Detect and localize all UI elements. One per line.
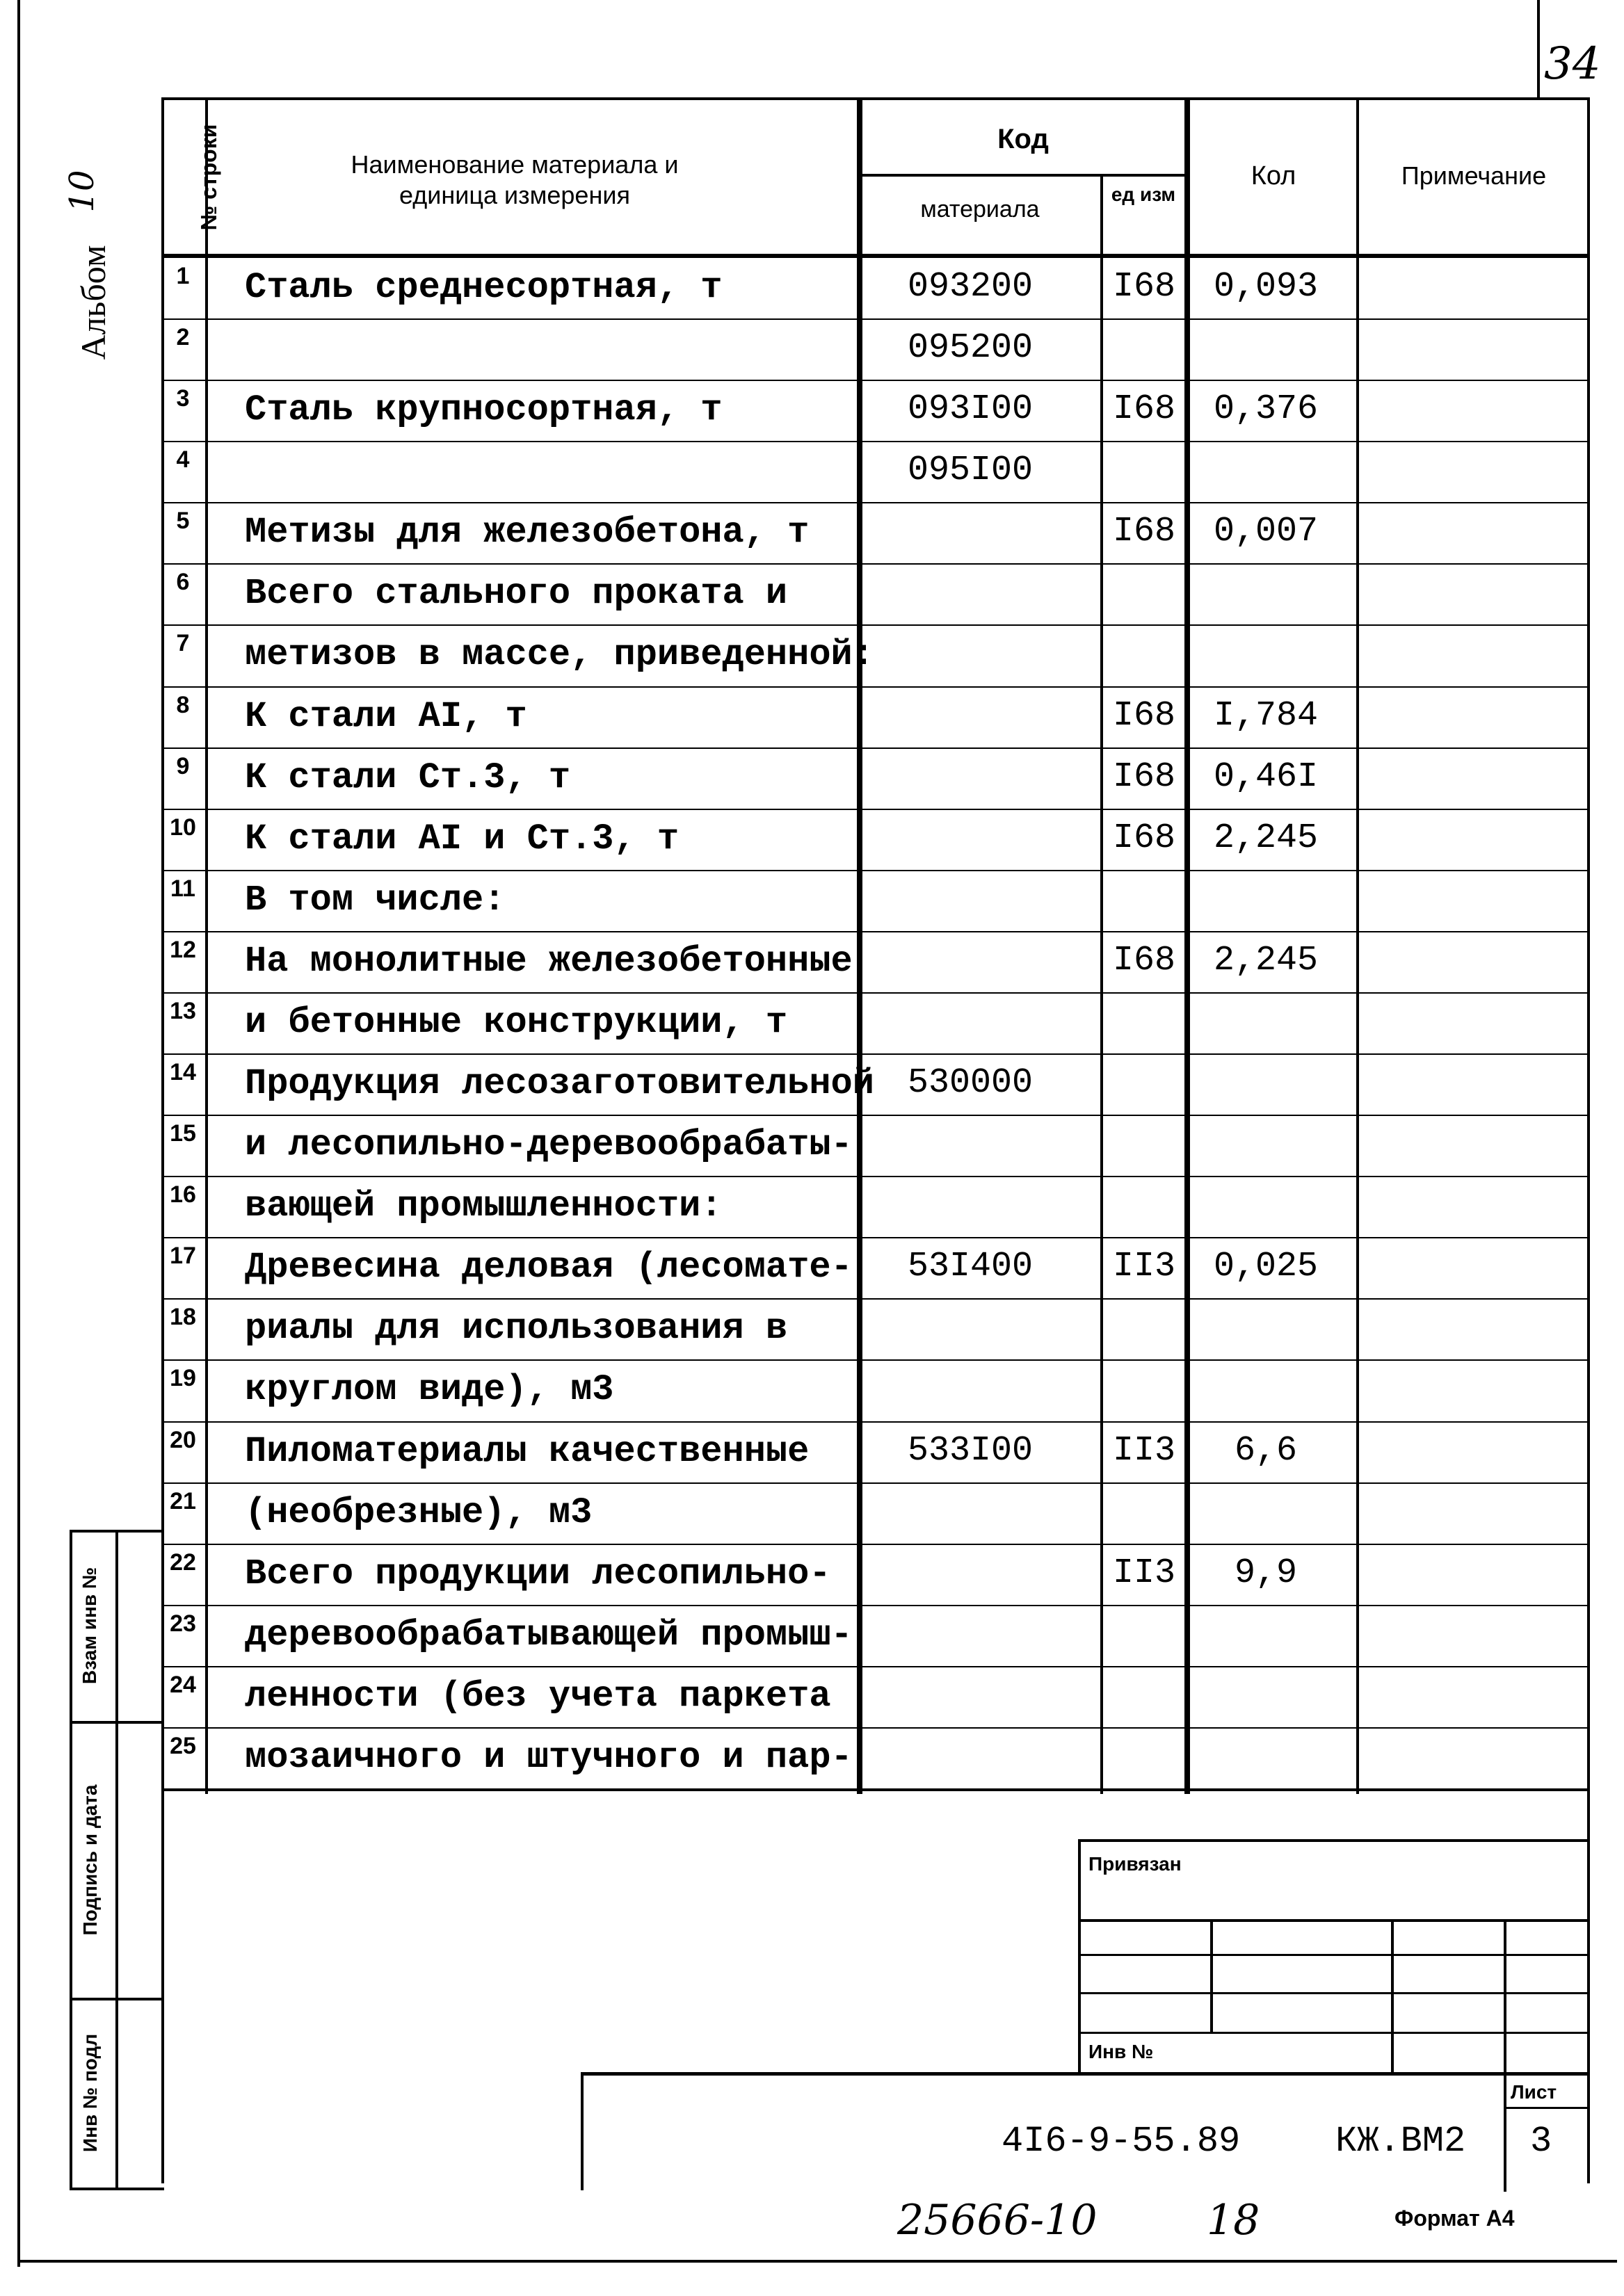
material-name: деревообрабатывающей промыш- bbox=[245, 1614, 853, 1656]
row-number: 11 bbox=[170, 875, 195, 902]
tb-sheet-sep bbox=[1504, 2107, 1589, 2109]
row-separator bbox=[161, 809, 1589, 810]
stamp-bottom bbox=[70, 2188, 164, 2190]
row-number: 15 bbox=[170, 1120, 196, 1147]
row-separator bbox=[161, 1176, 1589, 1177]
row-number: 19 bbox=[170, 1365, 196, 1392]
header-bottom bbox=[161, 254, 1589, 258]
row-separator bbox=[161, 1359, 1589, 1361]
header-code-sub bbox=[860, 174, 1187, 177]
unit-code: I68 bbox=[1112, 940, 1175, 980]
stamp-top bbox=[70, 1530, 164, 1533]
row-separator bbox=[161, 747, 1589, 749]
tb-h4 bbox=[1078, 2032, 1589, 2034]
header-note: Примечание bbox=[1401, 161, 1547, 190]
material-name: метизов в массе, приведенной: bbox=[245, 634, 874, 676]
material-name: Пиломатериалы качественные bbox=[245, 1430, 810, 1472]
row-separator bbox=[161, 1421, 1589, 1423]
row-separator bbox=[161, 318, 1589, 320]
tb-inv-no: Инв № bbox=[1088, 2041, 1154, 2062]
frame-top-right bbox=[1537, 0, 1540, 99]
unit-code: I68 bbox=[1112, 757, 1175, 797]
material-name: риалы для использования в bbox=[245, 1308, 788, 1350]
unit-code: I68 bbox=[1112, 818, 1175, 858]
row-separator bbox=[161, 1053, 1589, 1055]
tb-top bbox=[1078, 1839, 1589, 1842]
material-name: На монолитные железобетонные bbox=[245, 940, 853, 982]
row-separator bbox=[161, 931, 1589, 932]
unit-code: II3 bbox=[1112, 1247, 1175, 1287]
material-name: К стали Ст.3, т bbox=[245, 757, 571, 798]
material-name: (необрезные), м3 bbox=[245, 1491, 593, 1533]
row-number: 23 bbox=[170, 1610, 196, 1637]
row-number: 22 bbox=[170, 1549, 196, 1576]
unit-code: II3 bbox=[1112, 1430, 1175, 1471]
row-number: 17 bbox=[170, 1243, 196, 1270]
table-top bbox=[161, 97, 1589, 100]
row-number: 12 bbox=[170, 936, 196, 963]
album-label: Альбом bbox=[74, 245, 113, 360]
row-number: 20 bbox=[170, 1426, 196, 1453]
material-name: Всего стального проката и bbox=[245, 573, 788, 615]
quantity: 0,376 bbox=[1213, 389, 1319, 430]
material-name: К стали AI и Ст.3, т bbox=[245, 818, 680, 859]
row-number: 13 bbox=[170, 997, 196, 1024]
row-separator bbox=[161, 686, 1589, 688]
material-code: 53I400 bbox=[907, 1247, 1034, 1287]
quantity: 0,093 bbox=[1213, 267, 1319, 307]
quantity: 6,6 bbox=[1234, 1430, 1297, 1471]
frame-right bbox=[1587, 97, 1590, 2183]
material-name: ленности (без учета паркета bbox=[245, 1675, 831, 1717]
tb-v3 bbox=[1504, 1919, 1506, 2192]
tb-h3 bbox=[1078, 1992, 1589, 1994]
quantity: 9,9 bbox=[1234, 1553, 1297, 1593]
table-vline-num bbox=[205, 97, 208, 1794]
quantity: 0,025 bbox=[1213, 1247, 1319, 1287]
material-code: 093200 bbox=[907, 267, 1034, 307]
tb-h2 bbox=[1078, 1954, 1589, 1956]
row-number: 2 bbox=[176, 324, 190, 351]
tb-h1 bbox=[1078, 1919, 1589, 1922]
material-name: Продукция лесозаготовительной bbox=[245, 1063, 874, 1105]
table-vline-left bbox=[161, 97, 164, 2183]
row-separator bbox=[161, 870, 1589, 871]
material-name: и лесопильно-деревообрабаты- bbox=[245, 1124, 853, 1166]
unit-code: II3 bbox=[1112, 1553, 1175, 1593]
material-code: 095I00 bbox=[907, 451, 1034, 491]
header-code-material: материала bbox=[920, 196, 1040, 223]
row-number: 5 bbox=[176, 508, 190, 535]
row-number: 25 bbox=[170, 1732, 196, 1759]
header-code-unit: ед изм bbox=[1111, 184, 1176, 205]
row-number: 3 bbox=[176, 385, 190, 412]
material-name: и бетонные конструкции, т bbox=[245, 1001, 788, 1043]
tb-main-top bbox=[581, 2072, 1589, 2076]
row-number: 10 bbox=[170, 814, 196, 841]
row-separator bbox=[161, 1544, 1589, 1545]
row-separator bbox=[161, 1727, 1589, 1729]
row-separator bbox=[161, 992, 1589, 994]
row-separator bbox=[161, 441, 1589, 442]
row-number: 24 bbox=[170, 1671, 196, 1698]
material-name: мозаичного и штучного и пар- bbox=[245, 1736, 853, 1778]
table-vline-name bbox=[857, 97, 862, 1794]
stamp-vline-1 bbox=[70, 1530, 72, 2190]
table-vline-qty bbox=[1356, 97, 1359, 1794]
row-number: 9 bbox=[176, 752, 190, 779]
material-name: В том числе: bbox=[245, 879, 506, 921]
footer-format: Формат А4 bbox=[1394, 2206, 1515, 2231]
stamp-vzam-inv: Взам инв № bbox=[79, 1567, 100, 1685]
footer-handwritten-number: 25666-10 bbox=[897, 2196, 1098, 2245]
material-name: Древесина деловая (лесомате- bbox=[245, 1247, 853, 1288]
row-separator bbox=[161, 563, 1589, 565]
material-code: 533I00 bbox=[907, 1430, 1034, 1471]
row-separator bbox=[161, 1237, 1589, 1238]
quantity: 2,245 bbox=[1213, 940, 1319, 980]
material-name: Всего продукции лесопильно- bbox=[245, 1553, 831, 1594]
frame-left bbox=[17, 0, 20, 2267]
footer-handwritten-extra: 18 bbox=[1207, 2196, 1260, 2245]
tb-privyazan: Привязан bbox=[1088, 1853, 1182, 1875]
tb-doc-code: 4I6-9-55.89 bbox=[1002, 2121, 1241, 2162]
stamp-vline-2 bbox=[115, 1530, 118, 2190]
tb-v2 bbox=[1391, 1919, 1394, 2073]
row-separator bbox=[161, 624, 1589, 626]
quantity: 0,46I bbox=[1213, 757, 1319, 797]
quantity: I,784 bbox=[1213, 695, 1319, 736]
table-vline-unit bbox=[1184, 97, 1190, 1794]
row-separator bbox=[161, 1298, 1589, 1300]
table-bottom bbox=[161, 1788, 1589, 1791]
row-number: 18 bbox=[170, 1304, 196, 1331]
tb-doc-mark: КЖ.ВМ2 bbox=[1335, 2121, 1466, 2162]
album-number: 10 bbox=[63, 170, 102, 213]
row-separator bbox=[161, 502, 1589, 503]
stamp-inv-podl: Инв № подл bbox=[79, 2033, 101, 2153]
row-separator bbox=[161, 1115, 1589, 1116]
row-number: 14 bbox=[170, 1059, 196, 1086]
tb-sheet: 3 bbox=[1530, 2121, 1552, 2162]
material-name: круглом виде), м3 bbox=[245, 1369, 614, 1411]
material-name: Метизы для железобетона, т bbox=[245, 512, 810, 553]
unit-code: I68 bbox=[1112, 389, 1175, 430]
header-name: Наименование материала и единица измерения bbox=[351, 150, 679, 209]
row-number: 8 bbox=[176, 691, 190, 718]
row-separator bbox=[161, 1482, 1589, 1484]
row-number: 7 bbox=[176, 630, 190, 657]
row-number: 1 bbox=[176, 263, 190, 289]
tb-sheet-label: Лист bbox=[1511, 2081, 1557, 2103]
material-name: вающей промышленности: bbox=[245, 1186, 723, 1227]
header-code: Код bbox=[997, 124, 1049, 154]
tb-vline-outer bbox=[1078, 1839, 1081, 2074]
material-code: 093I00 bbox=[907, 389, 1034, 430]
quantity: 0,007 bbox=[1213, 512, 1319, 552]
tb-v1 bbox=[1210, 1919, 1213, 2034]
row-separator bbox=[161, 1666, 1589, 1667]
frame-bottom bbox=[17, 2260, 1617, 2263]
material-name: К стали AI, т bbox=[245, 695, 527, 737]
row-number: 6 bbox=[176, 569, 190, 596]
unit-code: I68 bbox=[1112, 512, 1175, 552]
unit-code: I68 bbox=[1112, 695, 1175, 736]
material-code: 095200 bbox=[907, 328, 1034, 369]
material-name: Сталь среднесортная, т bbox=[245, 267, 723, 308]
row-number: 4 bbox=[176, 446, 190, 474]
header-row-no: № строки bbox=[196, 124, 221, 231]
page-number-handwritten: 34 bbox=[1544, 38, 1601, 90]
unit-code: I68 bbox=[1112, 267, 1175, 307]
quantity: 2,245 bbox=[1213, 818, 1319, 858]
stamp-sign-date: Подпись и дата bbox=[79, 1784, 101, 1936]
row-separator bbox=[161, 380, 1589, 381]
material-code: 530000 bbox=[907, 1063, 1034, 1103]
table-vline-code bbox=[1100, 174, 1103, 1794]
row-number: 16 bbox=[170, 1181, 196, 1208]
header-qty: Кол bbox=[1251, 161, 1296, 191]
row-separator bbox=[161, 1605, 1589, 1606]
tb-main-left bbox=[581, 2072, 584, 2190]
material-name: Сталь крупносортная, т bbox=[245, 389, 723, 431]
row-number: 21 bbox=[170, 1487, 196, 1514]
